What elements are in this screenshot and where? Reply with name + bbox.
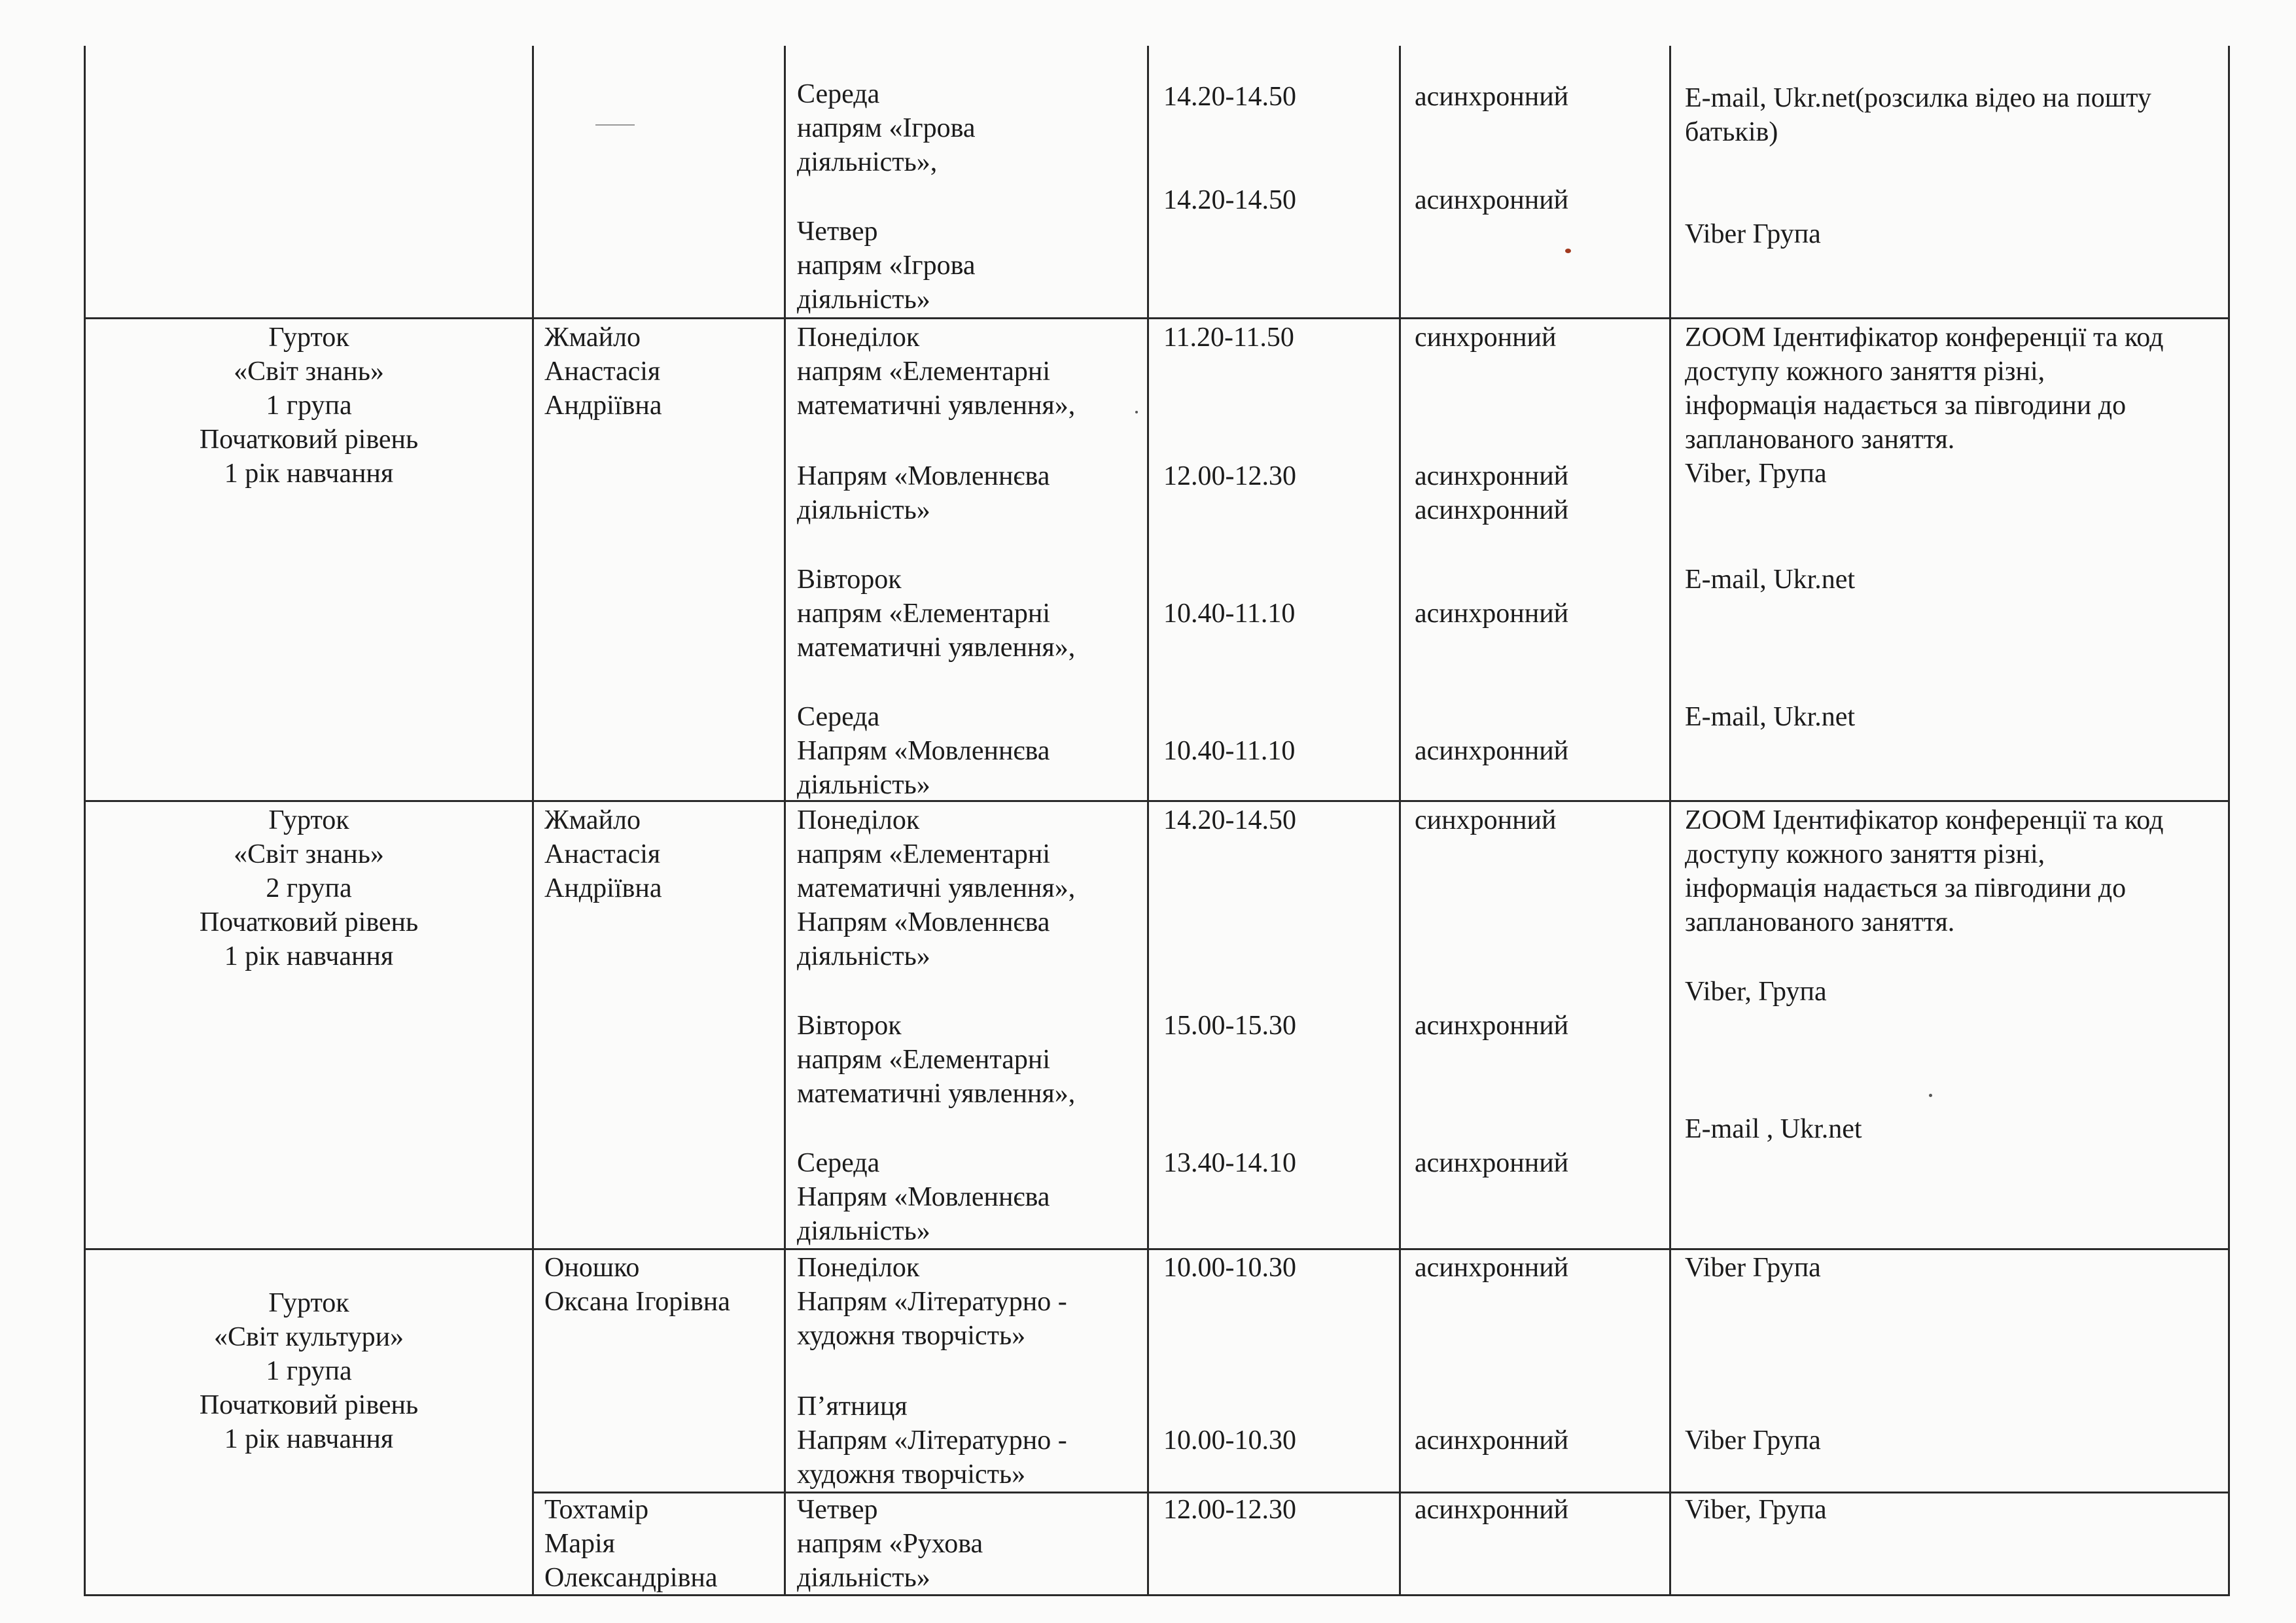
time-cell: 14.20-14.50: [1163, 805, 1296, 835]
mode-cell: асинхронний асинхронний: [1415, 461, 1569, 525]
row-divider: [86, 1248, 2228, 1250]
row-divider: [532, 1492, 2228, 1493]
platform-cell: E-mail , Ukr.net: [1685, 1114, 1862, 1144]
column-divider: [1669, 46, 1671, 1594]
group-cell: Гурток «Світ знань» 1 група Початковий рівень 1 рік навчання: [199, 323, 419, 489]
teacher-cell: Жмайло Анастасія Андріївна: [544, 323, 662, 421]
teacher-cell: Жмайло Анастасія Андріївна: [544, 805, 662, 903]
scan-speck: [595, 124, 635, 126]
platform-cell: E-mail, Ukr.net(розсилка відео на пошту батьків): [1685, 83, 2151, 147]
time-cell: 12.00-12.30: [1163, 461, 1296, 491]
time-cell: 10.00-10.30: [1163, 1425, 1296, 1456]
row-divider: [86, 317, 2228, 319]
time-cell: 14.20-14.50: [1163, 185, 1296, 215]
platform-cell: Viber, Група: [1685, 1495, 1827, 1525]
mode-cell: синхронний: [1415, 323, 1557, 353]
teacher-cell: Оношко Оксана Ігорівна: [544, 1253, 730, 1317]
group-cell: Гурток «Світ культури» 1 група Початковий рівень 1 рік навчання: [199, 1288, 419, 1454]
column-divider: [1147, 46, 1149, 1594]
time-cell: 10.40-11.10: [1163, 736, 1296, 766]
time-cell: 10.40-11.10: [1163, 599, 1296, 629]
row-divider: [86, 800, 2228, 802]
time-cell: 15.00-15.30: [1163, 1011, 1296, 1041]
column-divider: [532, 46, 534, 1594]
direction-cell: Напрям «Мовленнєва діяльність»: [797, 461, 1050, 525]
direction-cell: Середа Напрям «Мовленнєва діяльність»: [797, 1148, 1050, 1246]
time-cell: 14.20-14.50: [1163, 82, 1296, 112]
mode-cell: асинхронний: [1415, 1495, 1569, 1525]
platform-cell: Viber, Група: [1685, 977, 1827, 1007]
direction-cell: Понеділок напрям «Елементарні математичні уявлення», Напрям «Мовленнєва діяльність»: [797, 805, 1076, 971]
direction-cell: Середа напрям «Ігрова діяльність»,: [797, 79, 976, 177]
time-cell: 10.00-10.30: [1163, 1253, 1296, 1283]
platform-cell: Viber Група: [1685, 1425, 1821, 1456]
mode-cell: асинхронний: [1415, 599, 1569, 629]
platform-cell: ZOOM Ідентифікатор конференції та код доступу кожного заняття різні, інформація надається за півгодини до запланованого заняття.: [1685, 805, 2164, 937]
mode-cell: асинхронний: [1415, 1425, 1569, 1456]
mode-cell: асинхронний: [1415, 1148, 1569, 1178]
time-cell: 13.40-14.10: [1163, 1148, 1296, 1178]
mode-cell: асинхронний: [1415, 82, 1569, 112]
direction-cell: Вівторок напрям «Елементарні математичні уявлення»,: [797, 565, 1076, 663]
direction-cell: Четвер напрям «Рухова діяльність»: [797, 1495, 983, 1593]
time-cell: 12.00-12.30: [1163, 1495, 1296, 1525]
direction-cell: Понеділок Напрям «Літературно - художня творчість»: [797, 1253, 1067, 1351]
teacher-cell: Тохтамір Марія Олександрівна: [544, 1495, 718, 1593]
scan-speck: [1565, 249, 1571, 253]
platform-cell: E-mail, Ukr.net: [1685, 565, 1856, 595]
time-cell: 11.20-11.50: [1163, 323, 1294, 353]
mode-cell: асинхронний: [1415, 1011, 1569, 1041]
direction-cell: Вівторок напрям «Елементарні математичні уявлення»,: [797, 1011, 1076, 1109]
column-divider: [784, 46, 786, 1594]
direction-cell: Середа Напрям «Мовленнєва діяльність»: [797, 702, 1050, 800]
mode-cell: асинхронний: [1415, 736, 1569, 766]
direction-cell: Четвер напрям «Ігрова діяльність»: [797, 217, 976, 315]
direction-cell: П’ятниця Напрям «Літературно - художня творчість»: [797, 1391, 1067, 1490]
platform-cell: E-mail, Ukr.net: [1685, 702, 1856, 732]
mode-cell: асинхронний: [1415, 185, 1569, 215]
column-divider: [1399, 46, 1401, 1594]
scan-speck: [1135, 411, 1138, 413]
direction-cell: Понеділок напрям «Елементарні математичні уявлення»,: [797, 323, 1076, 421]
scan-speck: [1929, 1094, 1932, 1097]
mode-cell: синхронний: [1415, 805, 1557, 835]
platform-cell: Viber Група: [1685, 1253, 1821, 1283]
platform-cell: Viber Група: [1685, 219, 1821, 249]
platform-cell: ZOOM Ідентифікатор конференції та код доступу кожного заняття різні, інформація надається за півгодини до запланованого заняття. Viber, Група: [1685, 323, 2164, 489]
mode-cell: асинхронний: [1415, 1253, 1569, 1283]
group-cell: Гурток «Світ знань» 2 група Початковий рівень 1 рік навчання: [199, 805, 419, 971]
